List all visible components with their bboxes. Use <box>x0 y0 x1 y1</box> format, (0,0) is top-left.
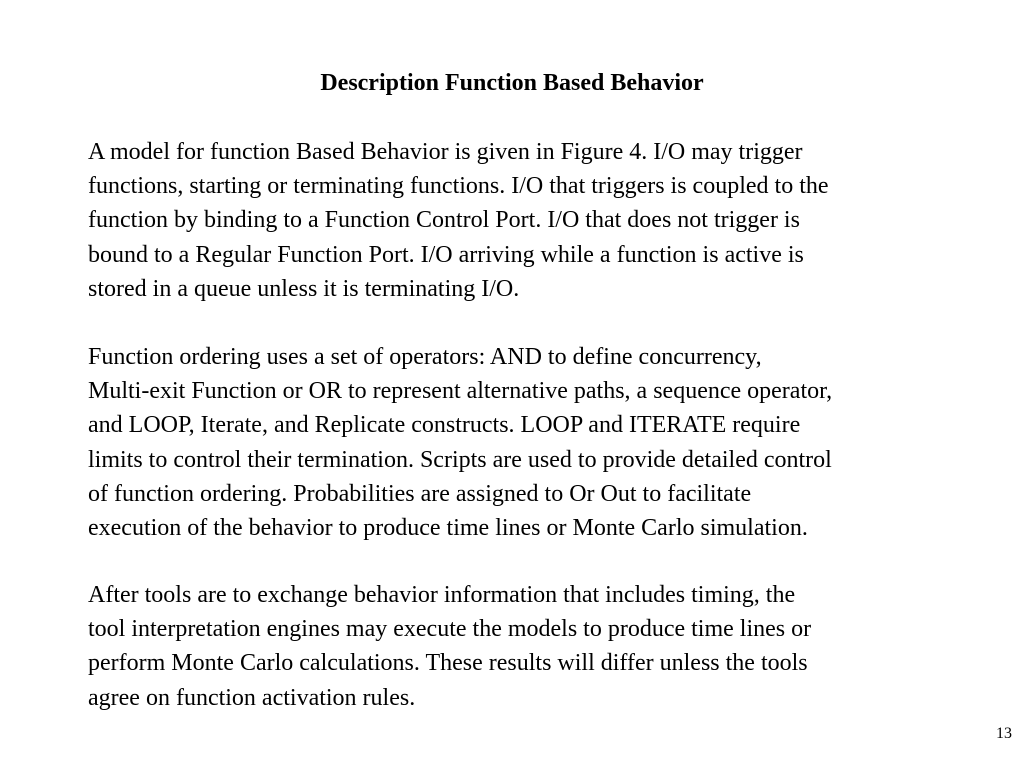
paragraph-line: of function ordering. Probabilities are assigned to Or Out to facilitate <box>88 480 752 507</box>
page-number: 13 <box>996 725 1012 742</box>
paragraph-line: stored in a queue unless it is terminating I/O. <box>88 275 520 302</box>
paragraph-line: agree on function activation rules. <box>88 684 416 711</box>
paragraph-line: After tools are to exchange behavior information that includes timing, the <box>88 582 796 608</box>
paragraph-line: and LOOP, Iterate, and Replicate constructs. LOOP and ITERATE require <box>88 412 801 439</box>
paragraph-line: perform Monte Carlo calculations. These results will differ unless the tools <box>88 650 808 677</box>
paragraph-line: A model for function Based Behavior is given in Figure 4. I/O may trigger <box>88 139 803 165</box>
paragraph-function-based-behavior-model <box>88 135 988 306</box>
paragraph-function-ordering <box>88 340 988 545</box>
paragraph-line: bound to a Regular Function Port. I/O arriving while a function is active is <box>88 241 804 268</box>
paragraph-line: execution of the behavior to produce time lines or Monte Carlo simulation. <box>88 515 808 542</box>
paragraph-line: function by binding to a Function Control Port. I/O that does not trigger is <box>88 207 800 234</box>
paragraph-line: Function ordering uses a set of operators: AND to define concurrency, <box>88 344 762 370</box>
paragraph-line: functions, starting or terminating functions. I/O that triggers is coupled to the <box>88 173 829 200</box>
paragraph-line: tool interpretation engines may execute the models to produce time lines or <box>88 616 812 643</box>
paragraph-tool-exchange <box>88 578 988 715</box>
slide-title: Description Function Based Behavior <box>320 70 704 96</box>
paragraph-line: limits to control their termination. Scripts are used to provide detailed control <box>88 446 832 473</box>
paragraph-line: Multi-exit Function or OR to represent alternative paths, a sequence operator, <box>88 378 833 405</box>
